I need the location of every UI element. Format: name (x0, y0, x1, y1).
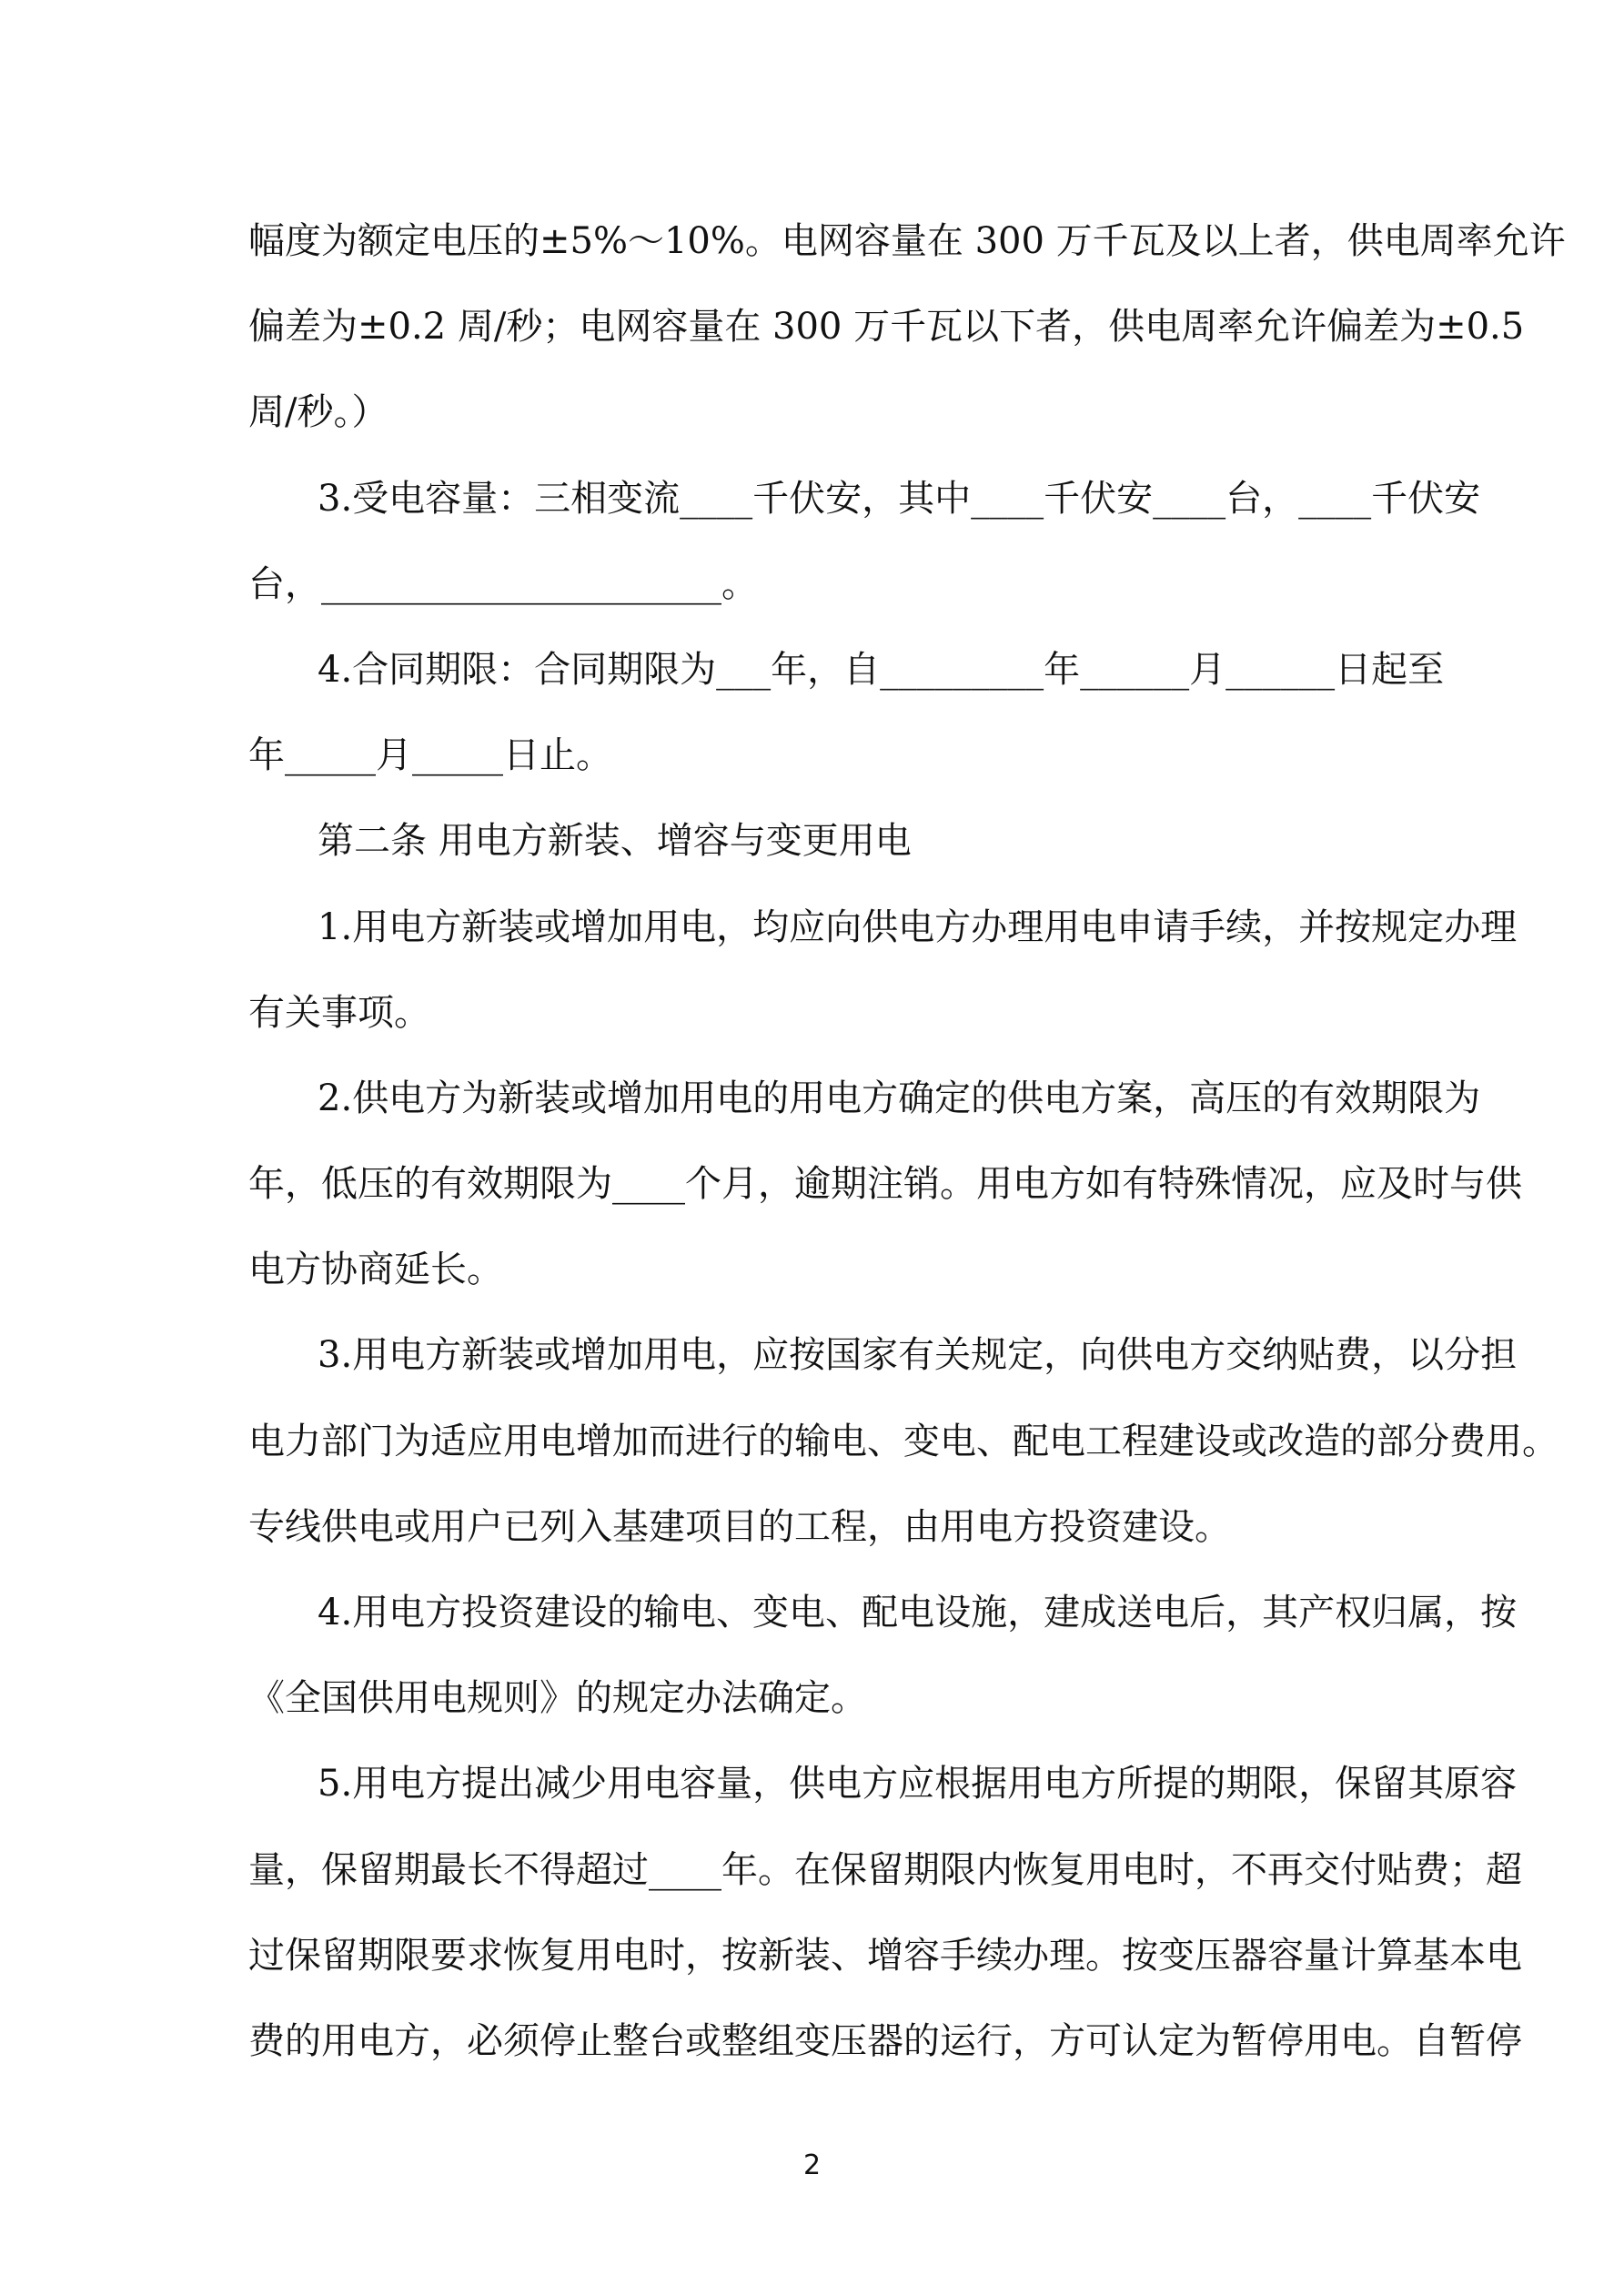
text-line: 偏差为±0.2 周/秒；电网容量在 300 万千瓦以下者，供电周率允许偏差为±0.5 (248, 306, 1525, 349)
text-line: 过保留期限要求恢复用电时，按新装、增容手续办理。按变压器容量计算基本电 (248, 1934, 1522, 1977)
text-line: 年，低压的有效期限为____个月，逾期注销。用电方如有特殊情况，应及时与供 (248, 1163, 1522, 1206)
text-line: 《全国供用电规则》的规定办法确定。 (248, 1677, 867, 1720)
text-line: 幅度为额定电压的±5%～10%。电网容量在 300 万千瓦及以上者，供电周率允许 (248, 220, 1566, 262)
text-line: 第二条 用电方新装、增容与变更用电 (318, 820, 912, 863)
text-line: 量，保留期最长不得超过____年。在保留期限内恢复用电时，不再交付贴费；超 (248, 1848, 1522, 1891)
text-line: 周/秒。） (248, 391, 388, 434)
document-body (248, 198, 1566, 2084)
text-line: 2.供电方为新装或增加用电的用电方确定的供电方案，高压的有效期限为 (318, 1077, 1481, 1119)
text-line: 3.受电容量：三相变流____千伏安，其中____千伏安____台，____千伏安 (318, 477, 1481, 520)
text-line: 专线供电或用户已列入基建项目的工程，由用电方投资建设。 (248, 1505, 1231, 1548)
text-line: 1.用电方新装或增加用电，均应向供电方办理用电申请手续，并按规定办理 (318, 905, 1518, 948)
text-line: 费的用电方，必须停止整台或整组变压器的运行，方可认定为暂停用电。自暂停 (248, 2019, 1522, 2062)
text-line: 5.用电方提出减少用电容量，供电方应根据用电方所提的期限，保留其原容 (318, 1763, 1518, 1805)
text-line: 电方协商延长。 (248, 1249, 503, 1291)
text-line: 4.用电方投资建设的输电、变电、配电设施，建成送电后，其产权归属，按 (318, 1592, 1518, 1633)
text-line: 有关事项。 (248, 991, 430, 1034)
text-line: 电力部门为适应用电增加而进行的输电、变电、配电工程建设或改造的部分费用。 (248, 1420, 1558, 1462)
text-line: 年_____月_____日止。 (248, 734, 612, 777)
page-number: 2 (802, 2149, 822, 2181)
text-line: 台，______________________。 (248, 562, 758, 605)
text-line: 4.合同期限：合同期限为___年，自_________年______月______日起至 (318, 648, 1445, 691)
text-line: 3.用电方新装或增加用电，应按国家有关规定，向供电方交纳贴费，以分担 (318, 1334, 1518, 1377)
